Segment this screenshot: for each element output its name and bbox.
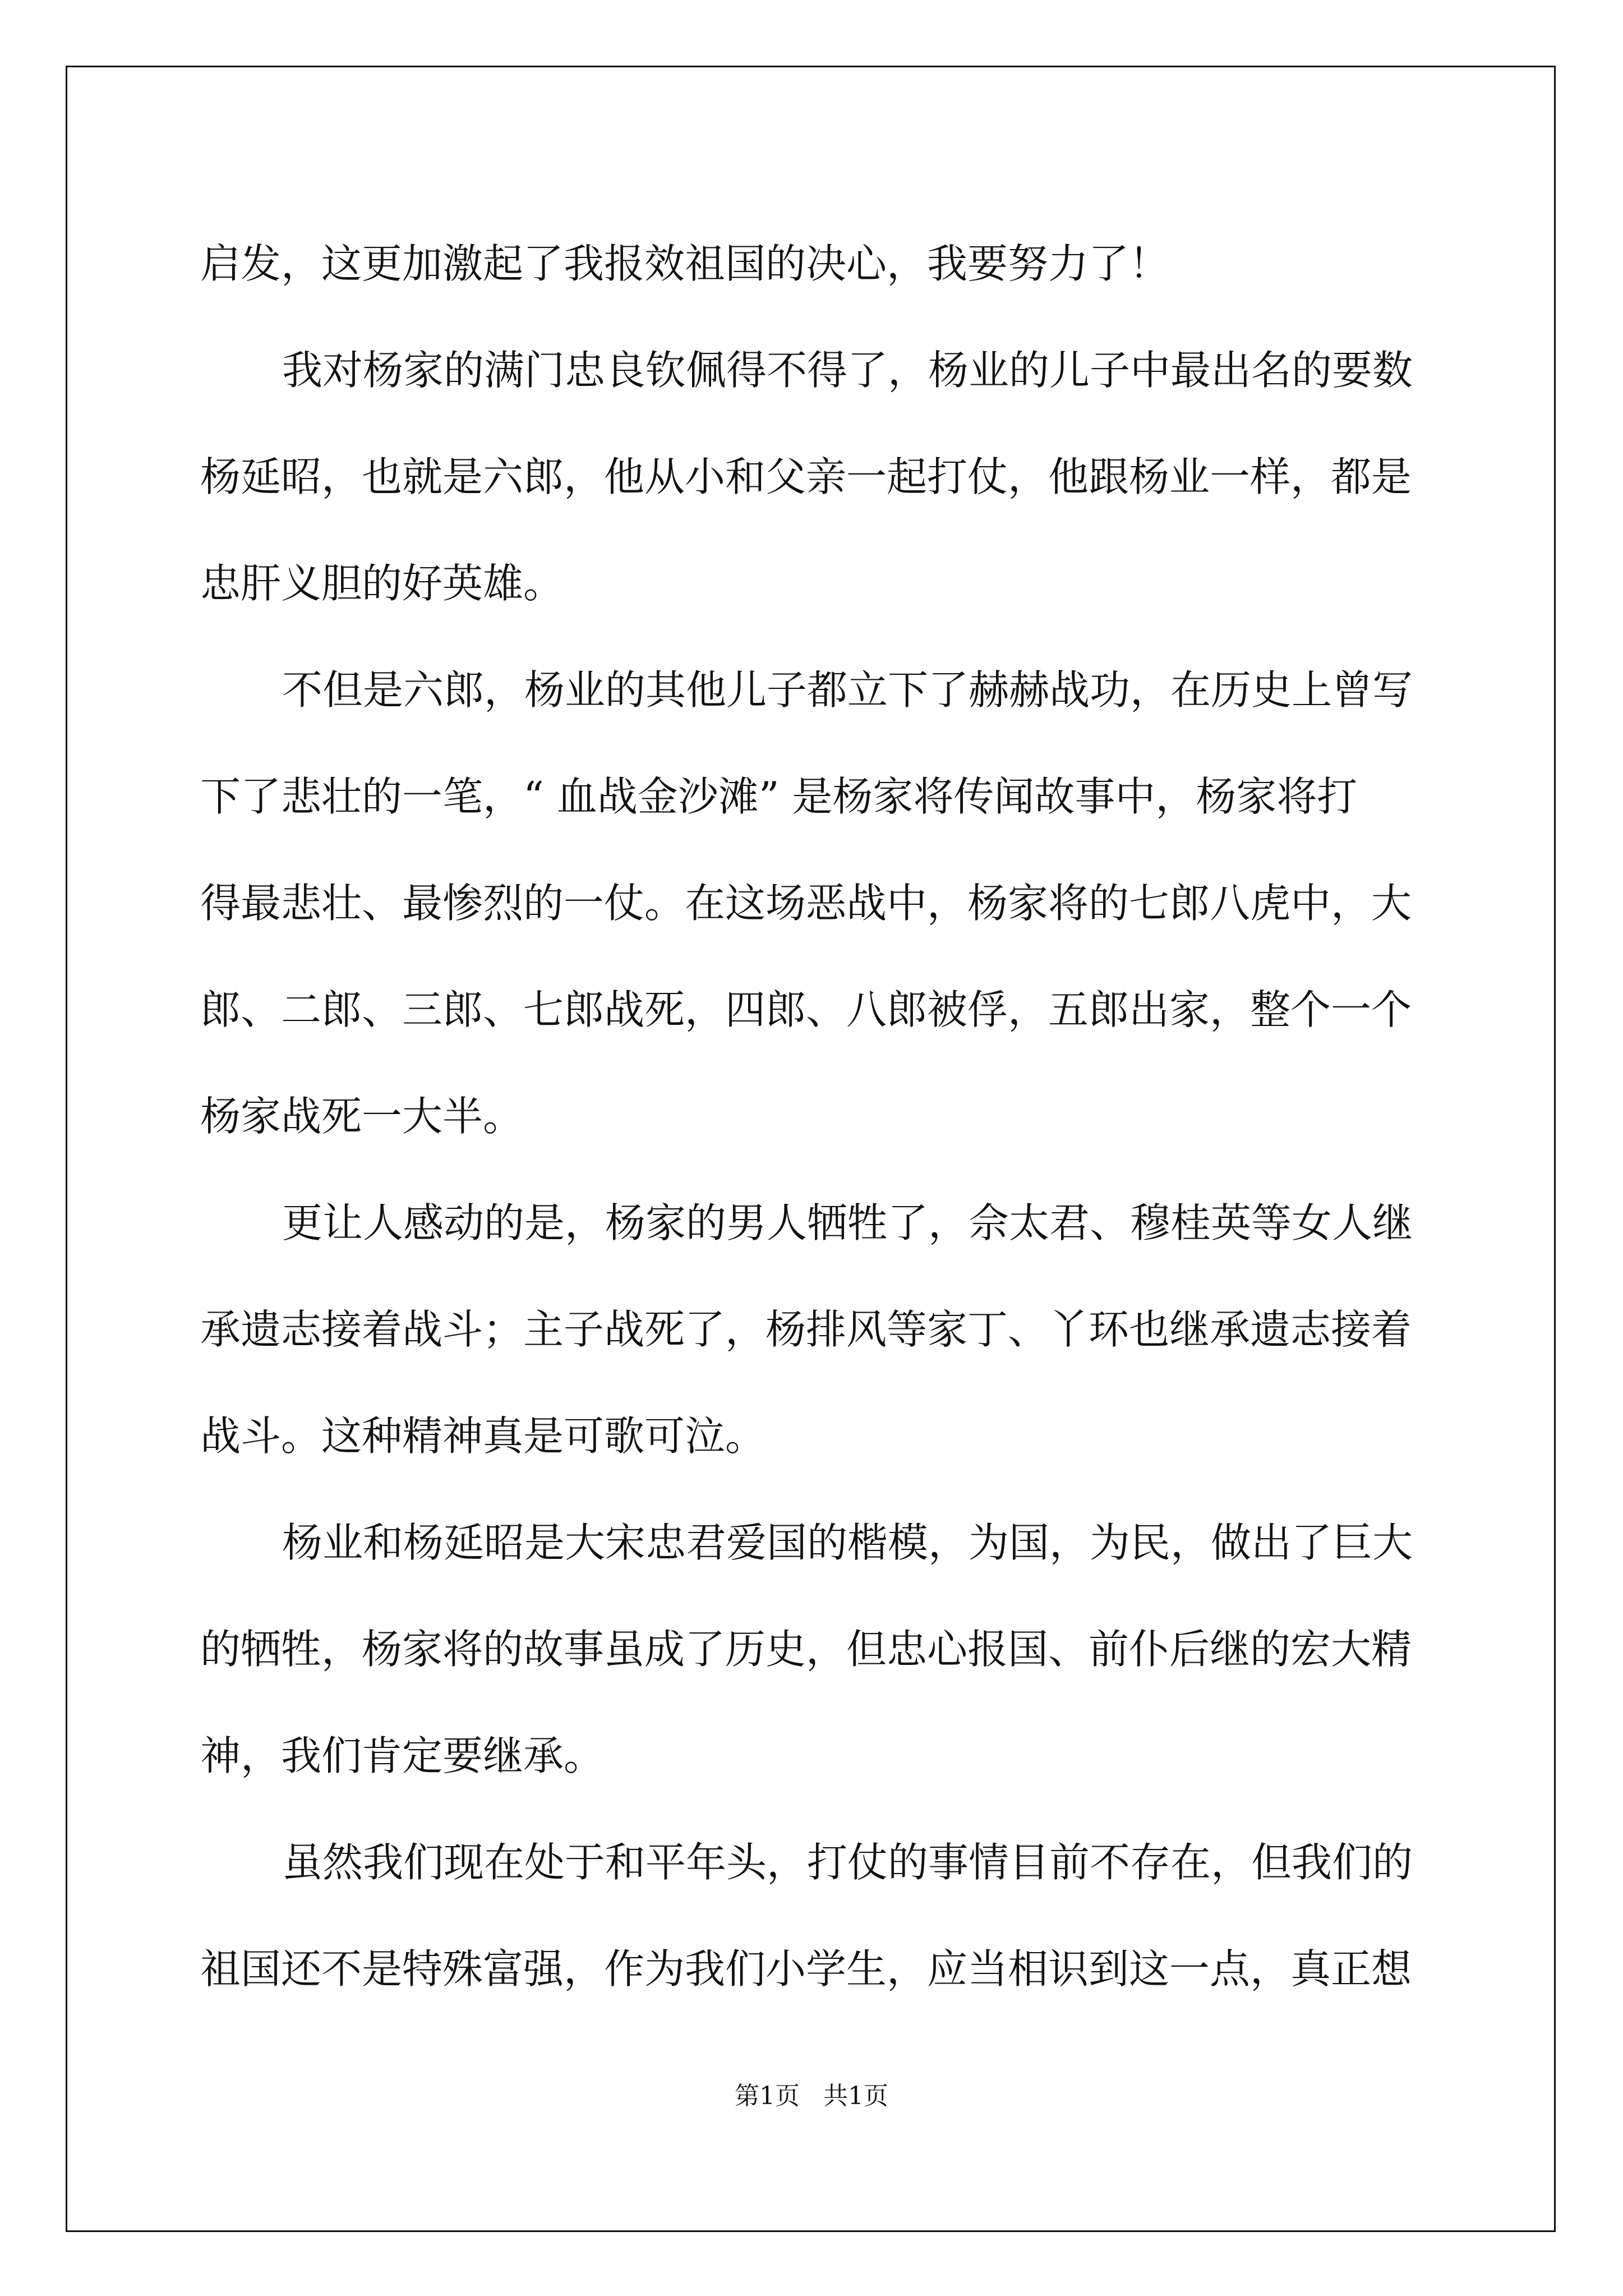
text-line: 神，我们肯定要继承。 [200,1732,605,1779]
text-line: 的牺牲，杨家将的故事虽成了历史，但忠心报国、前仆后继的宏大精 [200,1626,1412,1673]
text-line: 我对杨家的满门忠良钦佩得不得了，杨业的儿子中最出名的要数 [282,347,1413,394]
text-line: 承遗志接着战斗；主子战死了，杨排风等家丁、丫环也继承遗志接着 [200,1306,1412,1353]
text-line: 战斗。这种精神真是可歌可泣。 [200,1412,766,1460]
text-line: 虽然我们现在处于和平年头，打仗的事情目前不存在，但我们的 [282,1839,1413,1886]
text-line: 更让人感动的是，杨家的男人牺牲了，佘太君、穆桂英等女人继 [282,1199,1413,1246]
page-footer: 第1页 共1页 [735,2082,888,2110]
text-line: 下了悲壮的一笔，“ 血战金沙滩” 是杨家将传闻故事中，杨家将打 [200,773,1358,820]
text-line: 祖国还不是特殊富强，作为我们小学生，应当相识到这一点，真正想 [200,1945,1412,1993]
text-line: 杨延昭，也就是六郎，他从小和父亲一起打仗，他跟杨业一样，都是 [200,453,1412,500]
text-line: 启发，这更加激起了我报效祖国的决心，我要努力了！ [200,240,1170,287]
text-line: 得最悲壮、最惨烈的一仗。在这场恶战中，杨家将的七郎八虎中，大 [200,880,1412,927]
text-line: 不但是六郎，杨业的其他儿子都立下了赫赫战功，在历史上曾写 [282,666,1413,714]
document-body [200,210,1428,2022]
text-line: 杨家战死一大半。 [200,1093,524,1140]
text-line: 杨业和杨延昭是大宋忠君爱国的楷模，为国，为民，做出了巨大 [282,1519,1413,1566]
text-line: 郎、二郎、三郎、七郎战死，四郎、八郎被俘，五郎出家，整个一个 [200,986,1412,1033]
text-line: 忠肝义胆的好英雄。 [200,560,564,607]
